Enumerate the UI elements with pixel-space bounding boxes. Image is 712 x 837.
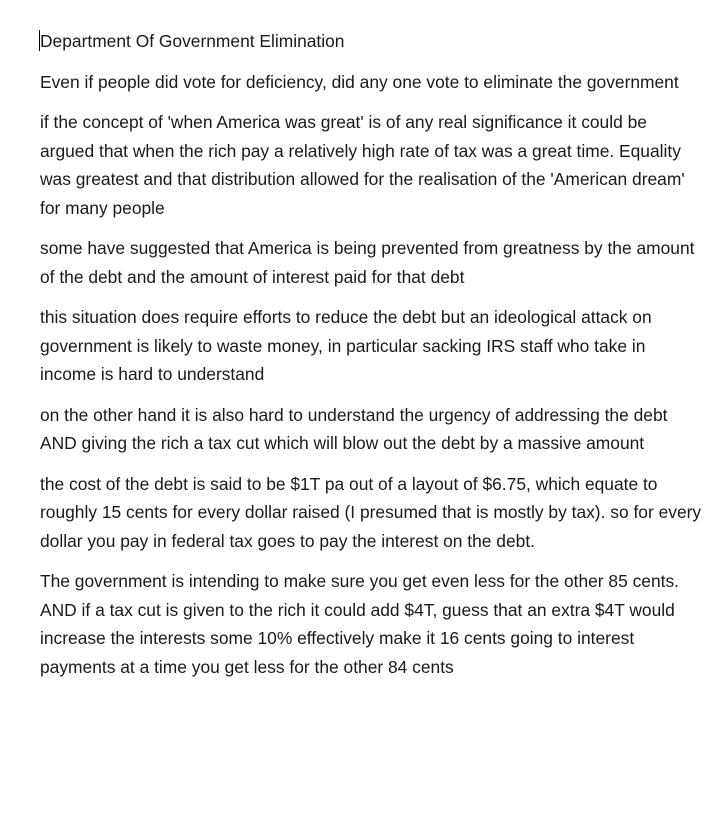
- document-title-line[interactable]: [40, 27, 704, 56]
- paragraph-5: on the other hand it is also hard to understand the urgency of addressing the debt AND giving the rich a tax cut which will blow out the debt by a massive amount: [40, 404, 668, 453]
- paragraph-1: Even if people did vote for deficiency, did any one vote to eliminate the government: [40, 71, 679, 92]
- document-body[interactable]: [40, 27, 704, 693]
- document-title: Department Of Government Elimination: [40, 31, 345, 51]
- text-cursor: [39, 30, 40, 51]
- paragraph-6: the cost of the debt is said to be $1T pa out of a layout of $6.75, which equate to roughly 15 cents for every dollar raised (I presumed that is mostly by tax). so for every dollar you pay in federal tax goes to pay the interest on the debt.: [40, 473, 702, 551]
- paragraph-7: The government is intending to make sure you get even less for the other 85 cents. AND if a tax cut is given to the rich it could add $4T, guess that an extra $4T would increase the interests some 10% effectively make it 16 cents going to interest payments at a time you get less for the other 84 cents: [40, 571, 679, 677]
- paragraph-2: if the concept of 'when America was great' is of any real significance it could be argued that when the rich pay a relatively high rate of tax was a great time. Equality was greatest and that distribution allowed for the realisation of the 'American dream' for many people: [40, 112, 685, 218]
- paragraph-4: this situation does require efforts to reduce the debt but an ideological attack on government is likely to waste money, in particular sacking IRS staff who take in income is hard to understand: [40, 307, 652, 384]
- paragraph-3: some have suggested that America is being prevented from greatness by the amount of the debt and the amount of interest paid for that debt: [40, 238, 695, 287]
